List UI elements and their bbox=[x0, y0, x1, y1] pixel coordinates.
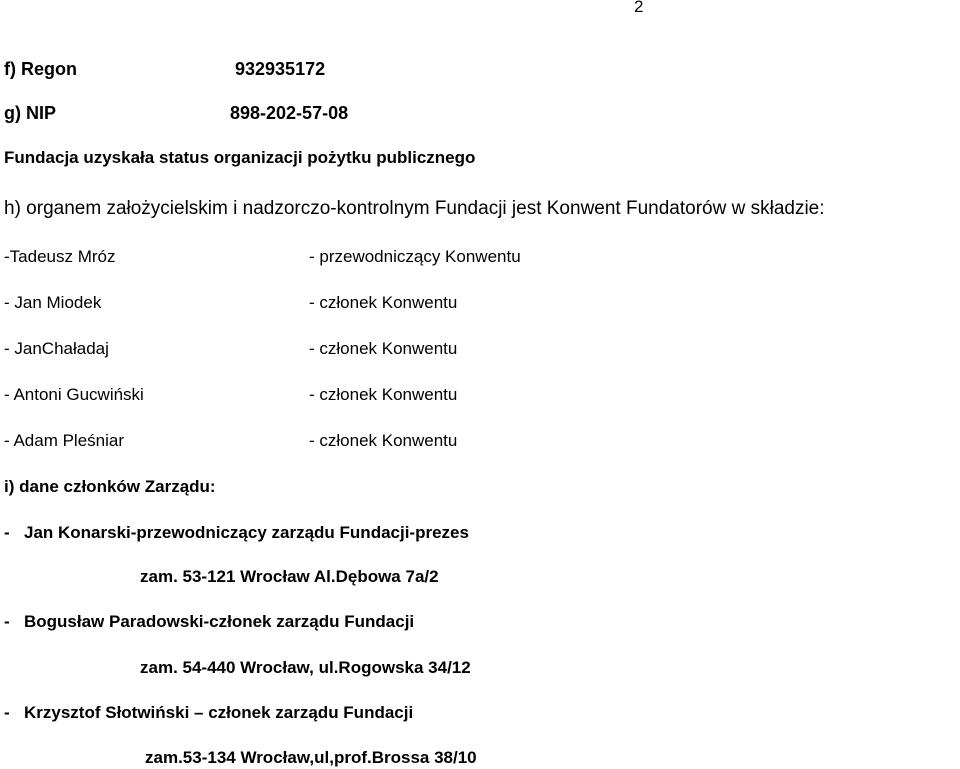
konwent-member-role: - członek Konwentu bbox=[309, 431, 458, 450]
konwent-member-role: - przewodniczący Konwentu bbox=[309, 247, 521, 266]
konwent-member-name: - Adam Pleśniar bbox=[4, 431, 124, 450]
konwent-member-name: - JanChaładaj bbox=[4, 339, 109, 358]
regon-value: 932935172 bbox=[235, 59, 326, 79]
zarzad-dash: - bbox=[4, 703, 10, 722]
konwent-member-role: - członek Konwentu bbox=[309, 385, 458, 404]
nip-value: 898-202-57-08 bbox=[230, 103, 349, 123]
page-number: 2 bbox=[634, 0, 644, 16]
regon-label: f) Regon bbox=[4, 59, 77, 79]
zarzad-address: zam.53-134 Wrocław,ul,prof.Brossa 38/10 bbox=[145, 748, 477, 767]
konwent-member-role: - członek Konwentu bbox=[309, 293, 458, 312]
konwent-member-name: - Jan Miodek bbox=[4, 293, 102, 312]
nip-label: g) NIP bbox=[4, 103, 56, 123]
zarzad-heading: i) dane członków Zarządu: bbox=[4, 477, 216, 496]
konwent-member-name: - Antoni Gucwiński bbox=[4, 385, 144, 404]
zarzad-dash: - bbox=[4, 612, 10, 631]
zarzad-member: Krzysztof Słotwiński – członek zarządu Fundacji bbox=[24, 703, 414, 722]
zarzad-dash: - bbox=[4, 523, 10, 542]
zarzad-member: Jan Konarski-przewodniczący zarządu Fundacji-prezes bbox=[24, 523, 469, 542]
zarzad-member: Bogusław Paradowski-członek zarządu Fundacji bbox=[24, 612, 415, 631]
zarzad-address: zam. 53-121 Wrocław Al.Dębowa 7a/2 bbox=[140, 567, 439, 586]
zarzad-address: zam. 54-440 Wrocław, ul.Rogowska 34/12 bbox=[140, 658, 471, 677]
organ-heading: h) organem założycielskim i nadzorczo-kontrolnym Fundacji jest Konwent Fundatorów w składzie: bbox=[4, 198, 825, 219]
konwent-member-name: -Tadeusz Mróz bbox=[4, 247, 116, 266]
status-line: Fundacja uzyskała status organizacji pożytku publicznego bbox=[4, 148, 476, 167]
konwent-member-role: - członek Konwentu bbox=[309, 339, 458, 358]
